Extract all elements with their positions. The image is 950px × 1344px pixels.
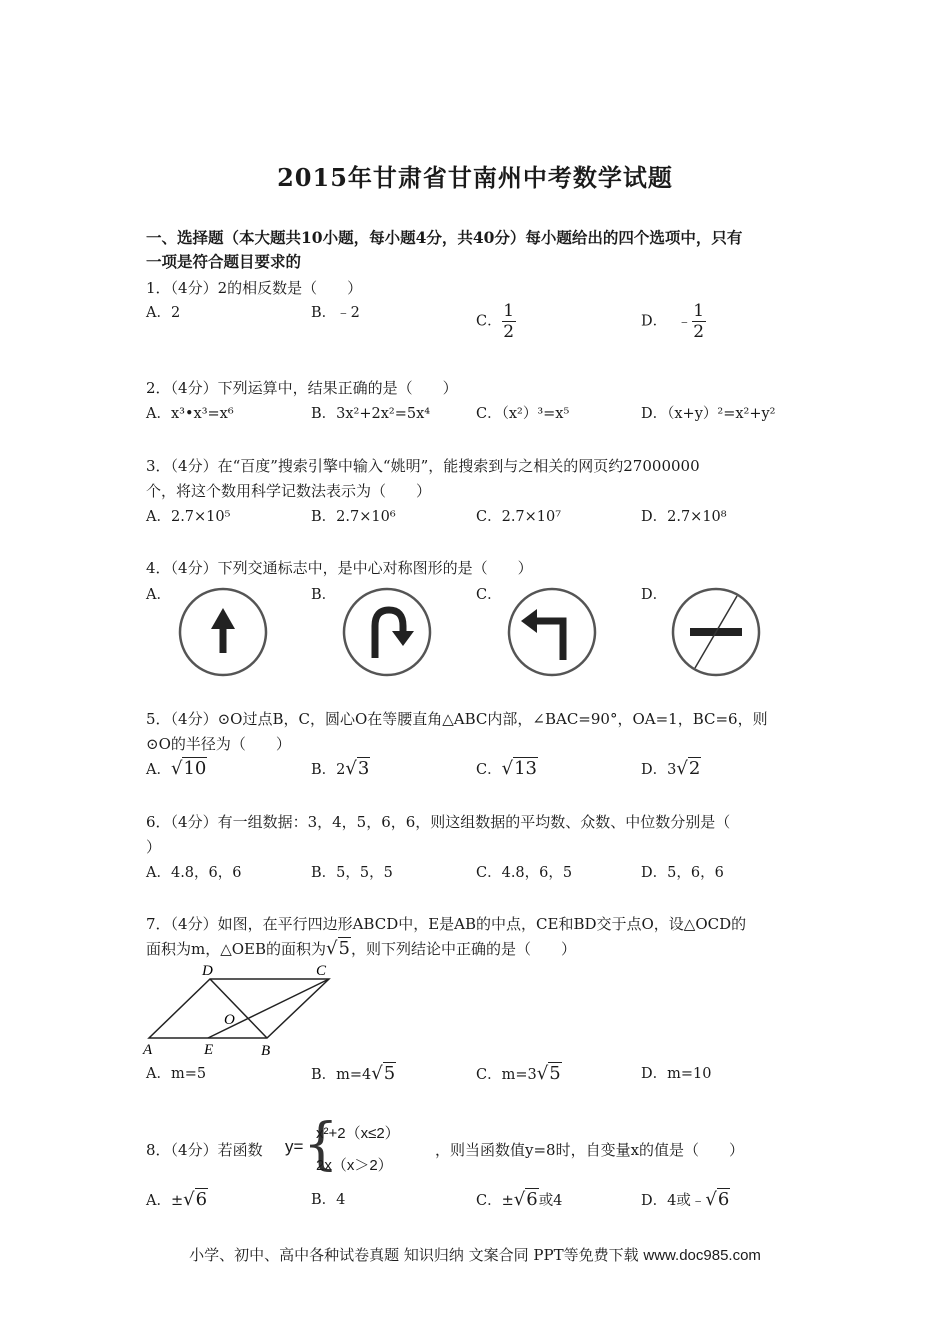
sign-up-arrow-icon <box>176 586 272 678</box>
point-label-e: E <box>204 1042 214 1058</box>
q1-option-c: C． $\frac{1}{2}$ <box>476 301 515 342</box>
q1-option-d: D． ﹣ $\frac{1}{2}$ <box>641 301 705 342</box>
sqrt-symbol: √6 <box>705 1189 730 1210</box>
q3-option-a: A．2.7×10⁵ <box>146 509 231 525</box>
sqrt-symbol: √2 <box>676 758 701 779</box>
point-label-o: O <box>224 1012 235 1028</box>
vertex-label-b: B <box>261 1043 271 1059</box>
q7-stem-line1: 7．（4分）如图，在平行四边形ABCD中，E是AB的中点，CE和BD交于点O，设△OCD的 <box>146 915 747 933</box>
q3-stem-line2: 个，将这个数用科学记数法表示为（ ） <box>146 482 432 500</box>
q3-option-c: C．2.7×10⁷ <box>476 509 562 525</box>
q1-option-b: B．﹣2 <box>311 305 360 321</box>
q8-case1: x²+2（x≤2） <box>316 1125 400 1142</box>
sqrt-symbol: √5 <box>536 1063 561 1084</box>
q3-option-b: B．2.7×10⁶ <box>311 509 396 525</box>
q6-option-b: B．5，5，5 <box>311 865 393 881</box>
q3-stem-line1: 3．（4分）在“百度”搜索引擎中输入“姚明”，能搜索到与之相关的网页约27000000 <box>146 457 700 475</box>
fraction: $\frac{1}{2}$ <box>503 301 515 342</box>
sqrt-symbol: √6 <box>513 1189 538 1210</box>
q2-option-b: B．3x²+2x²=5x⁴ <box>311 406 431 422</box>
q2-stem: 2．（4分）下列运算中，结果正确的是（ ） <box>146 379 458 397</box>
sqrt-symbol: √6 <box>183 1189 208 1210</box>
footer <box>0 1244 950 1265</box>
sqrt-symbol: √5 <box>371 1063 396 1084</box>
vertex-label-c: C <box>316 963 327 979</box>
piecewise-brace: { <box>303 1112 339 1177</box>
vertex-label-d: D <box>202 963 213 979</box>
footer-text: 小学、初中、高中各种试卷真题 知识归纳 文案合同 PPT等免费下载 <box>189 1246 639 1264</box>
q6-stem-line2: ） <box>146 838 162 856</box>
q8-function-y: y= <box>285 1137 304 1156</box>
q7-option-c: C．m=3√5 <box>476 1063 561 1084</box>
q2-option-d: D．（x+y）²=x²+y² <box>641 406 776 422</box>
q4-option-d: D． <box>641 587 668 603</box>
q8-stem-post: ，则当函数值y=8时，自变量x的值是（ ） <box>435 1141 745 1159</box>
q4-option-c: C． <box>476 587 502 603</box>
sqrt-symbol: √10 <box>170 758 207 779</box>
q5-option-b: B．2√3 <box>311 758 370 779</box>
q1-option-a: A．2 <box>146 305 181 321</box>
q6-option-d: D．5，6，6 <box>641 865 724 881</box>
q2-option-c: C．（x²）³=x⁵ <box>476 406 570 422</box>
q5-option-a: A．√10 <box>146 758 207 779</box>
q8-case2: 2x（x＞2） <box>316 1157 393 1174</box>
vertex-label-a: A <box>143 1042 153 1058</box>
q4-stem: 4．（4分）下列交通标志中，是中心对称图形的是（ ） <box>146 559 533 577</box>
sqrt-symbol: √3 <box>345 758 370 779</box>
parallelogram-figure <box>140 960 340 1060</box>
q6-option-c: C．4.8，6，5 <box>476 865 573 881</box>
q6-option-a: A．4.8，6，6 <box>146 865 242 881</box>
q6-stem-line1: 6．（4分）有一组数据：3，4，5，6，6，则这组数据的平均数、众数、中位数分别是（ <box>146 813 731 831</box>
sqrt-symbol: √13 <box>501 758 537 779</box>
section-heading-line2: 一项是符合题目要求的 <box>146 252 302 271</box>
sign-u-turn-icon <box>340 586 436 678</box>
sign-left-turn-icon <box>505 586 601 678</box>
sqrt-symbol: √5 <box>326 938 350 959</box>
q8-stem-pre: 8．（4分）若函数 <box>146 1141 263 1159</box>
footer-url[interactable]: www.doc985.com <box>643 1247 761 1264</box>
q7-option-b: B．m=4√5 <box>311 1063 396 1084</box>
q8-option-d: D．4或﹣√6 <box>641 1189 730 1210</box>
q8-option-a: A．±√6 <box>146 1189 208 1210</box>
q5-option-c: C．√13 <box>476 758 537 779</box>
q5-option-d: D．3√2 <box>641 758 701 779</box>
q5-stem-line1: 5．（4分）⊙O过点B，C，圆心O在等腰直角△ABC内部，∠BAC=90°，OA=1，BC=6，则 <box>146 710 768 728</box>
q7-stem-line2: 面积为m，△OEB的面积为√5，则下列结论中正确的是（ ） <box>146 938 576 959</box>
q4-option-b: B． <box>311 587 337 603</box>
q7-option-d: D．m=10 <box>641 1066 712 1082</box>
q8-option-c: C．±√6或4 <box>476 1189 563 1210</box>
q7-option-a: A．m=5 <box>146 1066 207 1082</box>
sign-no-through-icon <box>669 586 765 678</box>
q2-option-a: A．x³•x³=x⁶ <box>146 406 234 422</box>
q5-stem-line2: ⊙O的半径为（ ） <box>146 735 291 753</box>
q8-option-b: B．4 <box>311 1192 346 1208</box>
fraction: $\frac{1}{2}$ <box>693 301 705 342</box>
section-heading-line1: 一、选择题（本大题共10小题，每小题4分，共40分）每小题给出的四个选项中，只有 <box>146 228 743 247</box>
q3-option-d: D．2.7×10⁸ <box>641 509 727 525</box>
page-title: 2015年甘肃省甘南州中考数学试题 <box>277 163 673 192</box>
q4-option-a: A． <box>146 587 171 603</box>
q1-stem: 1．（4分）2的相反数是（ ） <box>146 279 363 297</box>
